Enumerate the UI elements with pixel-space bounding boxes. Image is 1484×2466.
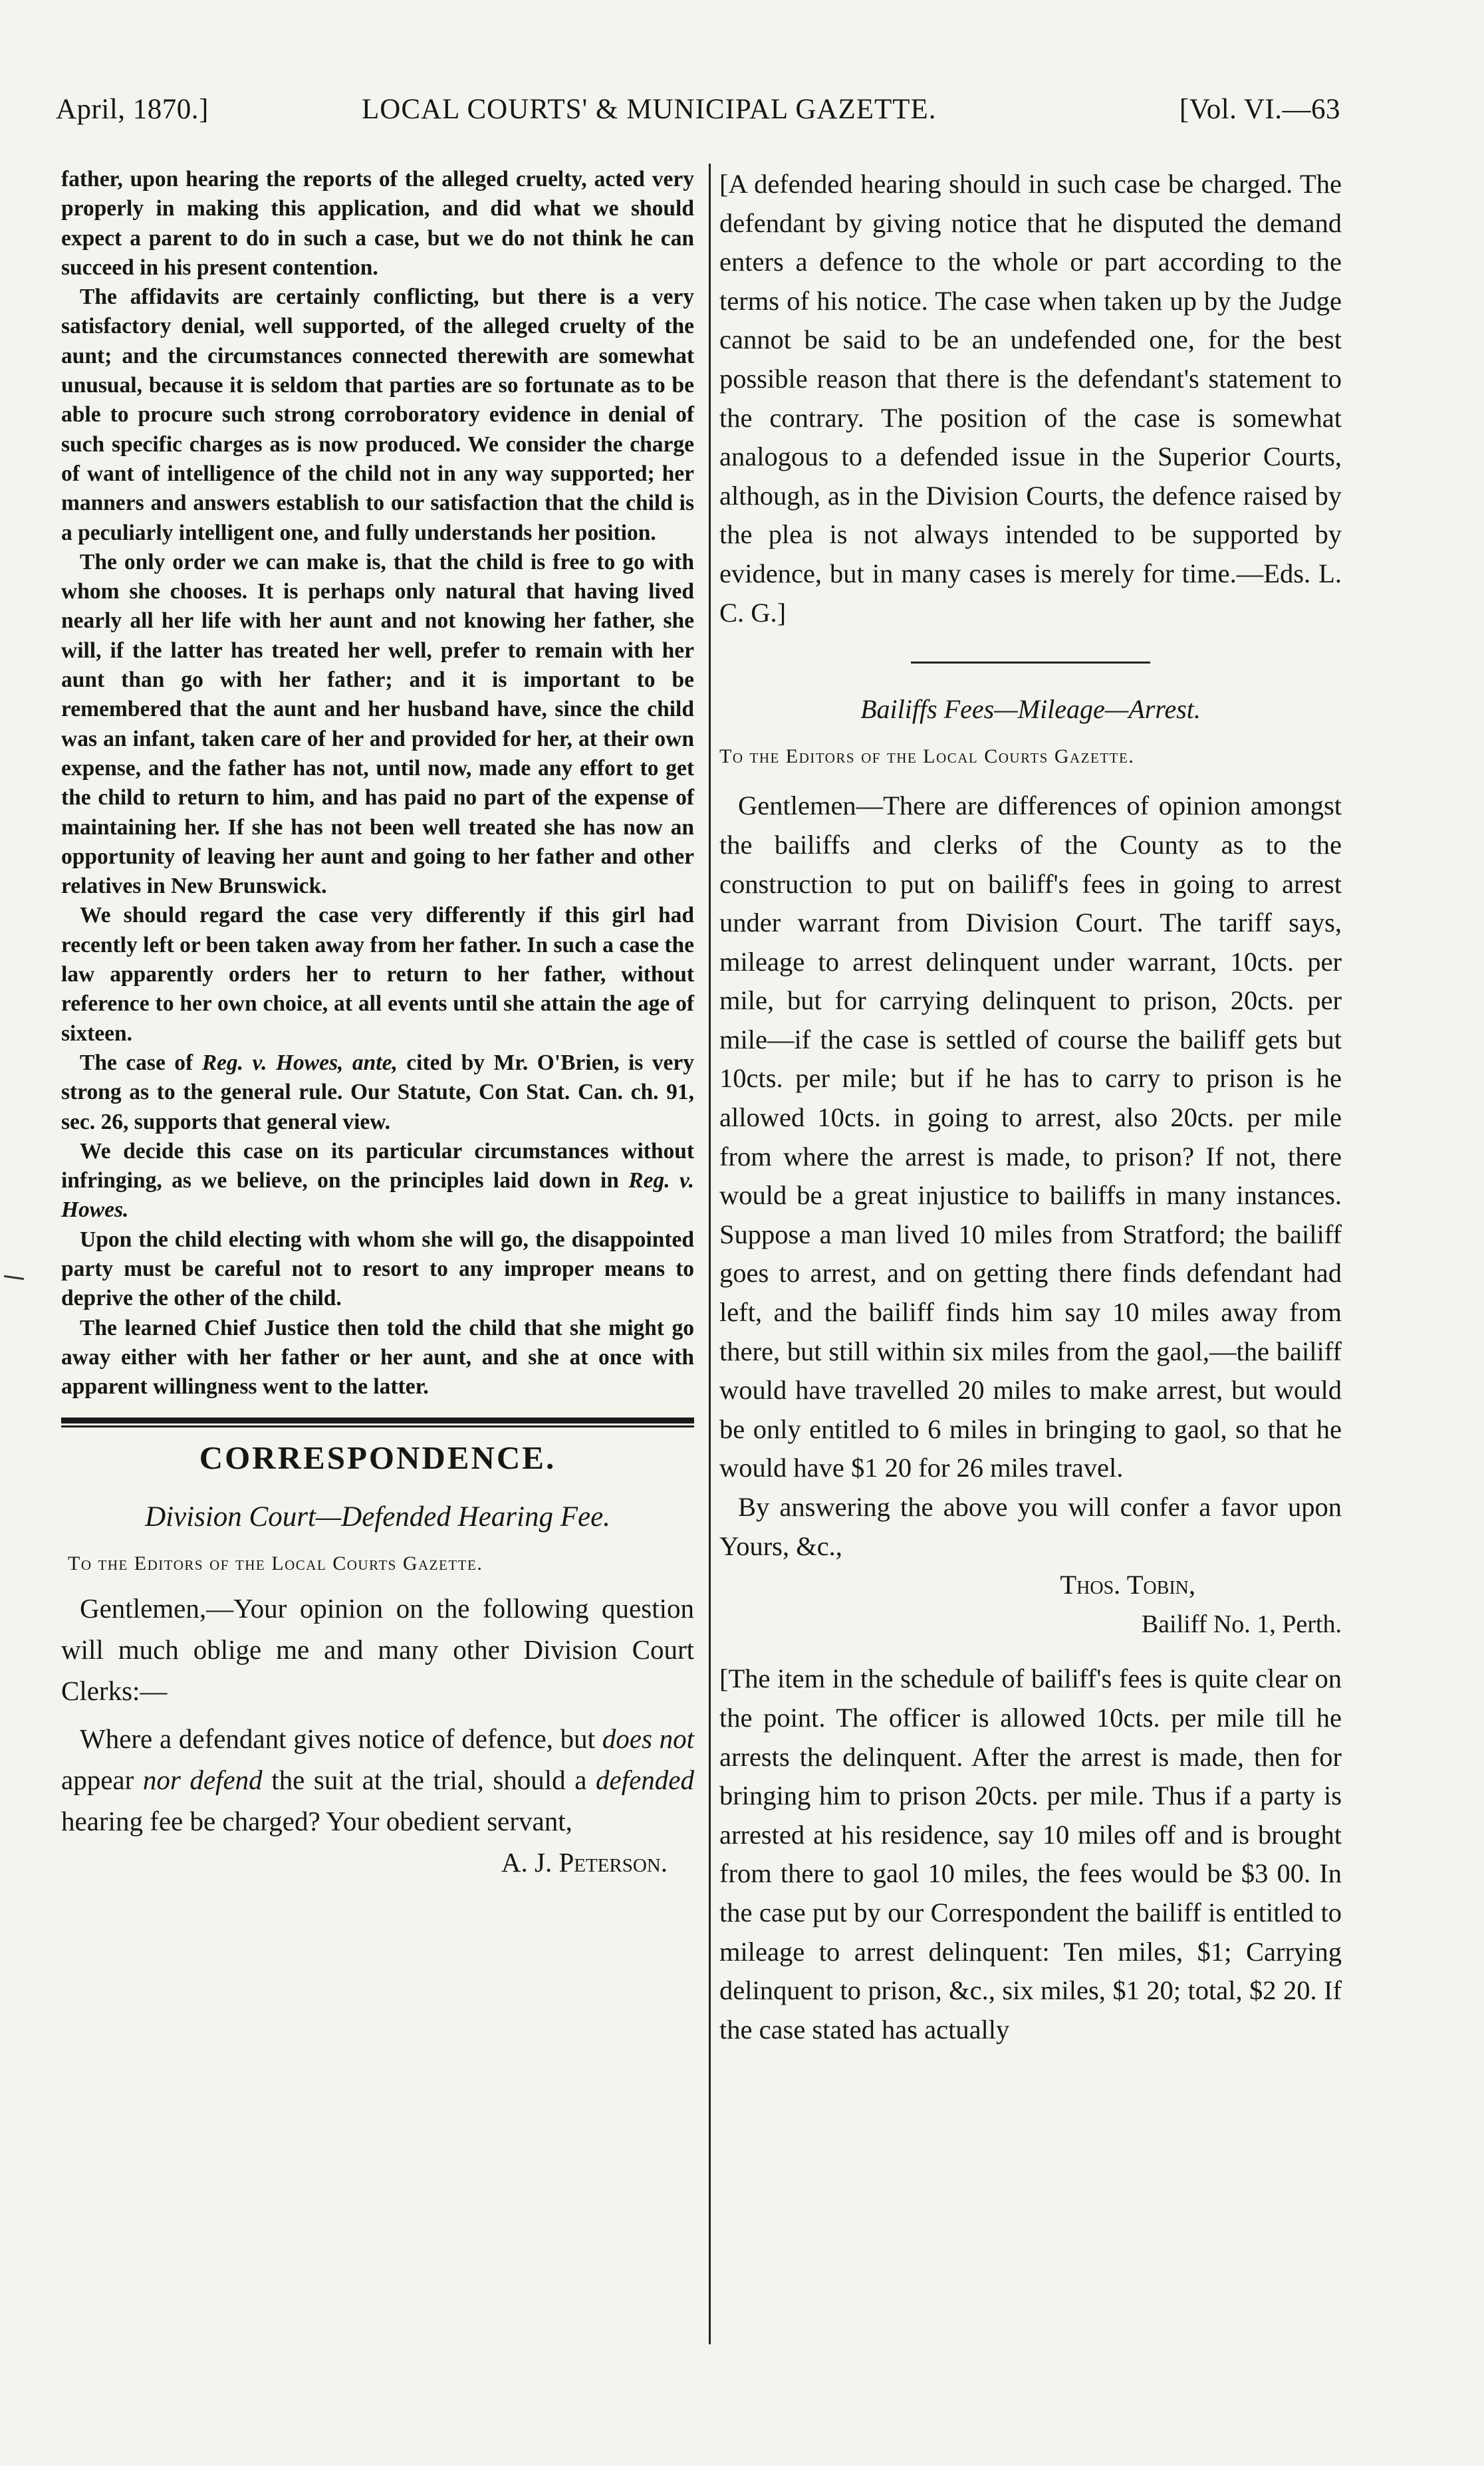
text-run: the suit at the trial, should a bbox=[262, 1765, 596, 1796]
header-title: LOCAL COURTS' & MUNICIPAL GAZETTE. bbox=[362, 94, 937, 125]
letter-paragraph: Gentlemen,—Your opinion on the following question will much oblige me and many other Division Court Clerks:— bbox=[61, 1593, 694, 1707]
left-column bbox=[61, 165, 694, 1883]
editor-reply: [The item in the schedule of bailiff's fees is quite clear on the point. The officer is allowed 10cts. per mile till he arrests the delinquent. After the arrest is made, then for bringing him to prison 20cts. per mile. Thus if a party is arrested at his residence, say 10 miles off and is brought from there to gaol 10 miles, the fees would be $3 00. In the case put by our Correspondent the bailiff is entitled to mileage to arrest delinquent: Ten miles, $1; Carrying delinquent to prison, &c., six miles, $1 20; total, $2 20. If the case stated has actually bbox=[719, 1664, 1342, 2044]
emphasis: does not bbox=[602, 1723, 695, 1755]
section-rule bbox=[911, 662, 1150, 664]
paragraph: The learned Chief Justice then told the child that she might go away either with her father or her aunt, and she at once with apparent willingness went to the latter. bbox=[61, 1315, 694, 1400]
text-run: cited by Mr. O'Brien, is very strong as to the general rule. Our Statute, Con Stat. Can. ch. 91, sec. 26, supports that general view. bbox=[61, 1050, 694, 1134]
text-run: appear bbox=[61, 1765, 143, 1796]
right-column bbox=[719, 165, 1342, 2049]
text-run: The case of bbox=[80, 1050, 202, 1075]
paragraph: We should regard the case very differently if this girl had recently left or been taken away from her father. In such a case the law apparently orders her to return to her father, without reference to her own choice, at all events until she attain the age of sixteen. bbox=[61, 903, 694, 1046]
column-divider bbox=[709, 164, 711, 2344]
section-title: CORRESPONDENCE. bbox=[199, 1439, 556, 1477]
paragraph bbox=[61, 1048, 694, 1137]
paragraph: The affidavits are certainly conflicting, but there is a very satisfactory denial, well supported, of the alleged cruelty of the aunt; and the circumstances connected therewith are somewhat unusual, because it is seldom that parties are so fortunate as to be able to procure such strong corroboratory evidence in denial of such specific charges as is now produced. We consider the charge of want of intelligence of the child not in any way supported; her manners and answers establish to our satisfaction that the child is a peculiarly intelligent one, and fully understands her position. bbox=[61, 285, 694, 545]
case-citation: Reg. v. Howes. bbox=[61, 1168, 694, 1223]
letter-title: Bailiffs Fees—Mileage—Arrest. bbox=[860, 694, 1201, 725]
letter-paragraph bbox=[61, 1718, 694, 1842]
signature-title: Bailiff No. 1, Perth. bbox=[1141, 1610, 1342, 1638]
text-run: hearing fee be charged? Your obedient servant, bbox=[61, 1806, 572, 1837]
signature-name: Thos. Tobin, bbox=[1060, 1570, 1195, 1600]
text-run: Where a defendant gives notice of defence, but bbox=[80, 1723, 602, 1755]
header-volume: [Vol. VI.—63 bbox=[1179, 94, 1340, 125]
page-header bbox=[56, 84, 1340, 137]
margin-mark bbox=[4, 1275, 24, 1280]
emphasis: nor defend bbox=[142, 1765, 263, 1796]
editor-reply: [A defended hearing should in such case be charged. The defendant by giving notice that he disputed the demand enters a defence to the whole or part according to the terms of his notice. The case when taken up by the Judge cannot be said to be an undefended one, for the best possible reason that there is the defendant's statement to the contrary. The position of the case is somewhat analogous to a defended issue in the Superior Courts, although, as in the Division Courts, the defence raised by the plea is not always intended to be supported by evidence, but in many cases is merely for time.—Eds. L. C. G.] bbox=[719, 169, 1342, 628]
paragraph: Upon the child electing with whom she will go, the disappointed party must be careful not to resort to any improper means to deprive the other of the child. bbox=[61, 1227, 694, 1311]
paragraph: The only order we can make is, that the child is free to go with whom she chooses. It is perhaps only natural that having lived nearly all her life with her aunt and not knowing her father, she will, if the latter has treated her well, prefer to remain with her aunt than go with her father; and it is important to be remembered that the aunt and her husband have, since the child was an infant, taken care of her and provided for her, at their own expense, and the father has not, until now, made any effort to get the child to return to him, and has paid no part of the expense of maintaining her. If she has not been well treated she has now an opportunity of leaving her aunt and going to her father and other relatives in New Brunswick. bbox=[61, 549, 694, 899]
letter-paragraph: Gentlemen—There are differences of opinion amongst the bailiffs and clerks of the County as to the construction to put on bailiff's fees in going to arrest under warrant from Division Court. The tariff says, mileage to arrest delinquent under warrant, 10cts. per mile, but for carrying delinquent to prison, 20cts. per mile—if the case is settled of course the bailiff gets but 10cts. per mile; but if he has to carry to prison is he allowed 10cts. in going to arrest, also 20cts. per mile from where the arrest is made, to prison? If not, there would be a great injustice to bailiffs in many instances. Suppose a man lived 10 miles from Stratford; the bailiff goes to arrest, and on getting there finds defendant had left, and the bailiff finds him say 10 miles away from there, but still within six miles from the gaol,—the bailiff would have travelled 20 miles to make arrest, but would be only entitled to 6 miles in bringing to gaol, so that he would have $1 20 for 26 miles travel. bbox=[719, 791, 1342, 1483]
emphasis: defended bbox=[596, 1765, 694, 1796]
letter-paragraph: By answering the above you will confer a favor upon Yours, &c., bbox=[719, 1492, 1342, 1561]
section-rule bbox=[61, 1418, 694, 1427]
salutation-line: To the Editors of the Local Courts Gazette. bbox=[68, 1552, 483, 1574]
letter-title: Division Court—Defended Hearing Fee. bbox=[145, 1501, 610, 1533]
paragraph bbox=[61, 1137, 694, 1225]
case-citation: Reg. v. Howes, ante, bbox=[201, 1050, 398, 1075]
letter-signature: A. J. Peterson. bbox=[501, 1847, 668, 1878]
header-date: April, 1870.] bbox=[56, 94, 209, 125]
paragraph: father, upon hearing the reports of the alleged cruelty, acted very properly in making this application, and did what we should expect a parent to do in such a case, but we do not think he can succeed in his present contention. bbox=[61, 167, 694, 280]
text-run: We decide this case on its particular circumstances without infringing, as we believe, on the principles laid down in bbox=[61, 1138, 694, 1193]
salutation-line: To the Editors of the Local Courts Gazette. bbox=[719, 745, 1135, 767]
